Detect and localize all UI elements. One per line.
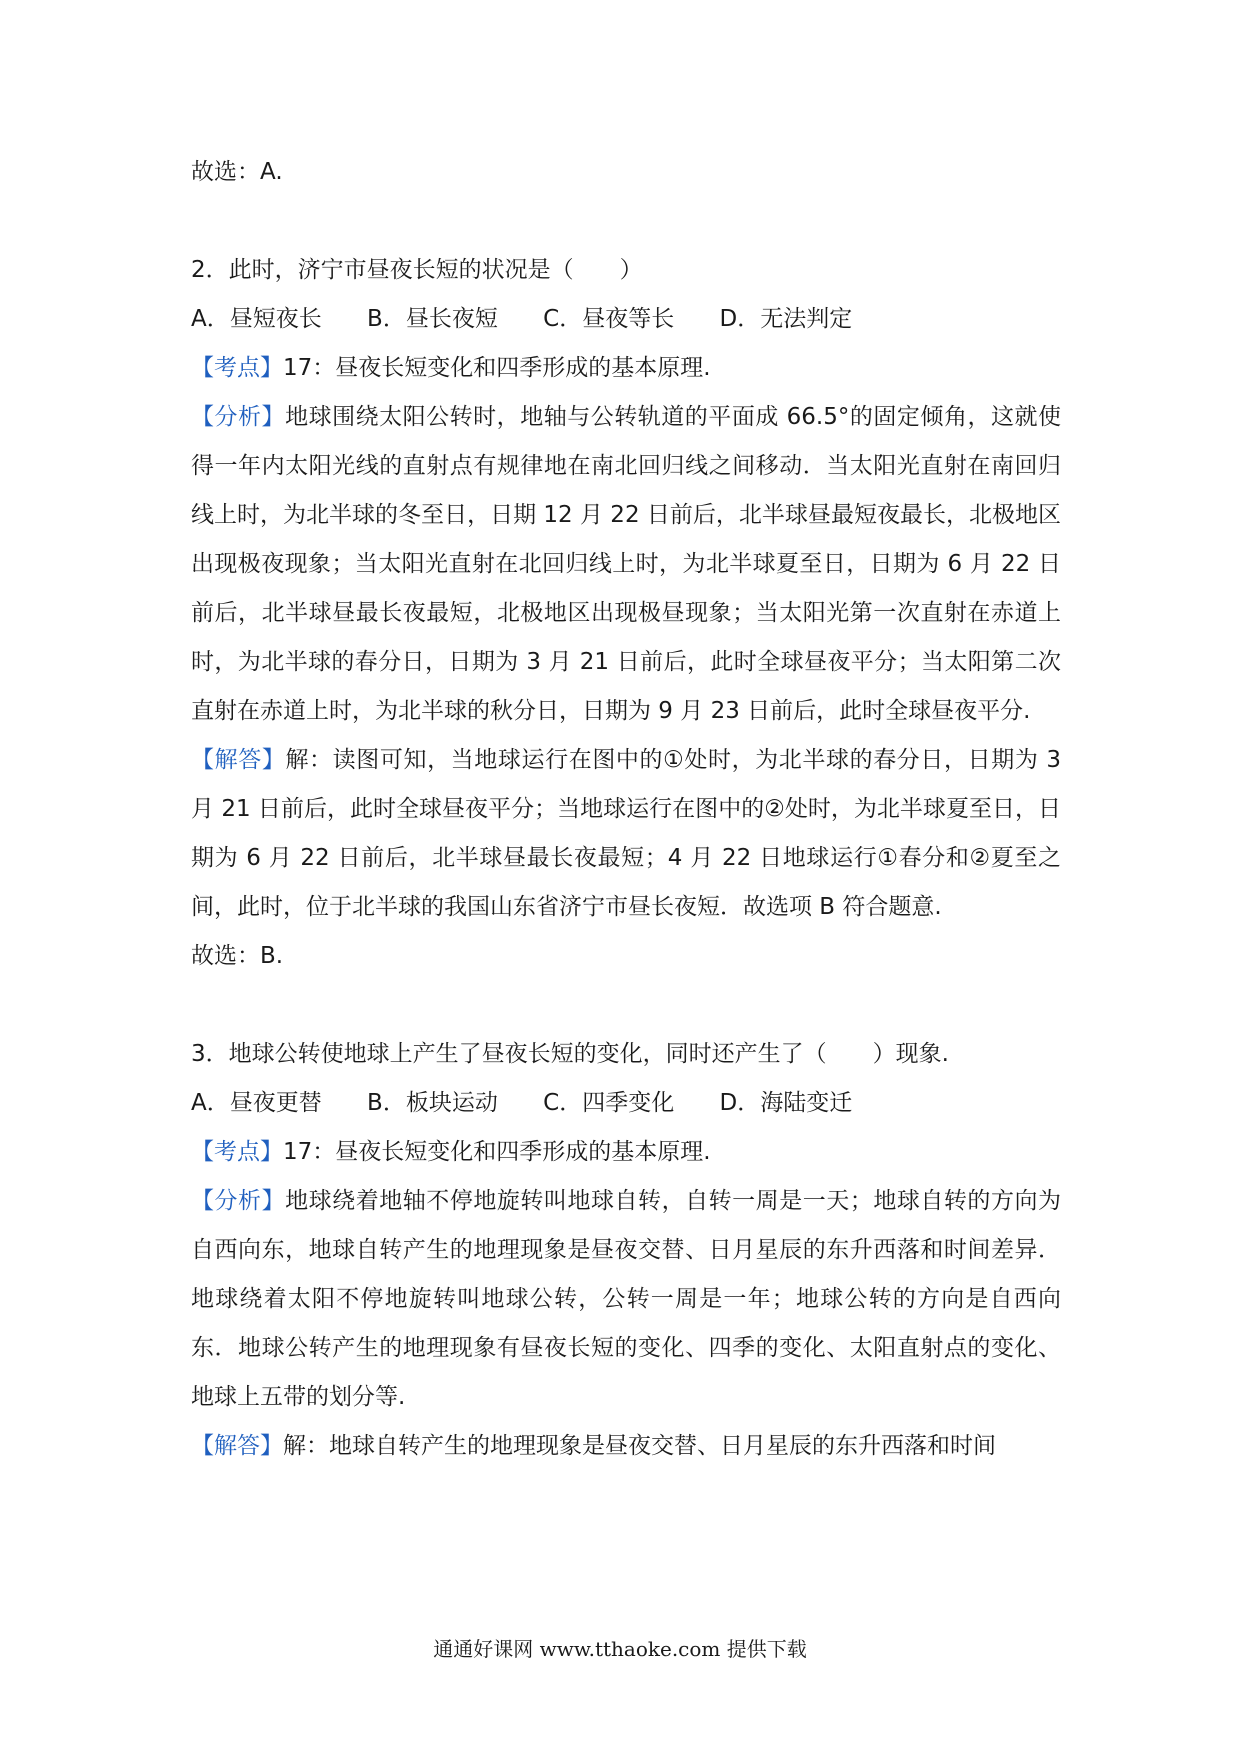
page-footer: 通通好课网 www.tthaoke.com 提供下载 — [433, 1637, 807, 1661]
document-body — [191, 148, 1061, 1471]
q3-option-b: B．板块运动 — [367, 1090, 498, 1116]
kaodian-text: 17：昼夜长短变化和四季形成的基本原理. — [283, 355, 711, 381]
jieda-text: 解：地球自转产生的地理现象是昼夜交替、日月星辰的东升西落和时间 — [283, 1433, 996, 1459]
q2-option-b: B．昼长夜短 — [367, 306, 498, 332]
spacer — [191, 981, 1061, 1030]
q3-fenxi — [191, 1177, 1061, 1422]
q2-stem: 2．此时，济宁市昼夜长短的状况是（ ） — [191, 257, 643, 283]
q2-fenxi — [191, 393, 1061, 736]
kaodian-text: 17：昼夜长短变化和四季形成的基本原理. — [283, 1139, 711, 1165]
q3-option-d: D．海陆变迁 — [719, 1090, 853, 1116]
q3-options — [191, 1079, 1061, 1128]
q3-stem: 3．地球公转使地球上产生了昼夜长短的变化，同时还产生了（ ）现象. — [191, 1041, 949, 1067]
fenxi-tag: 【分析】 — [191, 404, 286, 430]
q3-kaodian — [191, 1128, 1061, 1177]
q2-option-c: C．昼夜等长 — [543, 306, 675, 332]
q3-jieda — [191, 1422, 1061, 1471]
q1-answer: 故选：A. — [191, 159, 283, 185]
q2-option-d: D．无法判定 — [719, 306, 853, 332]
q2-options — [191, 295, 1061, 344]
spacer — [191, 197, 1061, 246]
jieda-text: 解：读图可知，当地球运行在图中的①处时，为北半球的春分日，日期为 3 月 21 日前后，此时全球昼夜平分；当地球运行在图中的②处时，为北半球夏至日，日期为 6 月 22 日前后，北半球昼最长夜最短；4 月 22 日地球运行①春分和②夏至之间，此时，位于北半球的我国山东省济宁市昼长夜短．故选项 B 符合题意. — [191, 747, 1061, 920]
kaodian-tag: 【考点】 — [191, 355, 283, 381]
q2-answer: 故选：B. — [191, 943, 284, 969]
q3-option-a: A．昼夜更替 — [191, 1090, 322, 1116]
kaodian-tag: 【考点】 — [191, 1139, 283, 1165]
q2-option-a: A．昼短夜长 — [191, 306, 322, 332]
fenxi-text: 地球绕着地轴不停地旋转叫地球自转，自转一周是一天；地球自转的方向为自西向东，地球自转产生的地理现象是昼夜交替、日月星辰的东升西落和时间差异．地球绕着太阳不停地旋转叫地球公转，公转一周是一年；地球公转的方向是自西向东．地球公转产生的地理现象有昼夜长短的变化、四季的变化、太阳直射点的变化、地球上五带的划分等. — [191, 1188, 1062, 1410]
fenxi-text: 地球围绕太阳公转时，地轴与公转轨道的平面成 66.5°的固定倾角，这就使得一年内太阳光线的直射点有规律地在南北回归线之间移动．当太阳光直射在南回归线上时，为北半球的冬至日，日期 12 月 22 日前后，北半球昼最短夜最长，北极地区出现极夜现象；当太阳光直射在北回归线上时，为北半球夏至日，日期为 6 月 22 日前后，北半球昼最长夜最短，北极地区出现极昼现象；当太阳光第一次直射在赤道上时，为北半球的春分日，日期为 3 月 21 日前后，此时全球昼夜平分；当太阳第二次直射在赤道上时，为北半球的秋分日，日期为 9 月 23 日前后，此时全球昼夜平分. — [191, 404, 1061, 724]
fenxi-tag: 【分析】 — [191, 1188, 286, 1214]
jieda-tag: 【解答】 — [191, 747, 286, 773]
q3-option-c: C．四季变化 — [543, 1090, 675, 1116]
q2-jieda — [191, 736, 1061, 932]
jieda-tag: 【解答】 — [191, 1433, 283, 1459]
q2-kaodian — [191, 344, 1061, 393]
